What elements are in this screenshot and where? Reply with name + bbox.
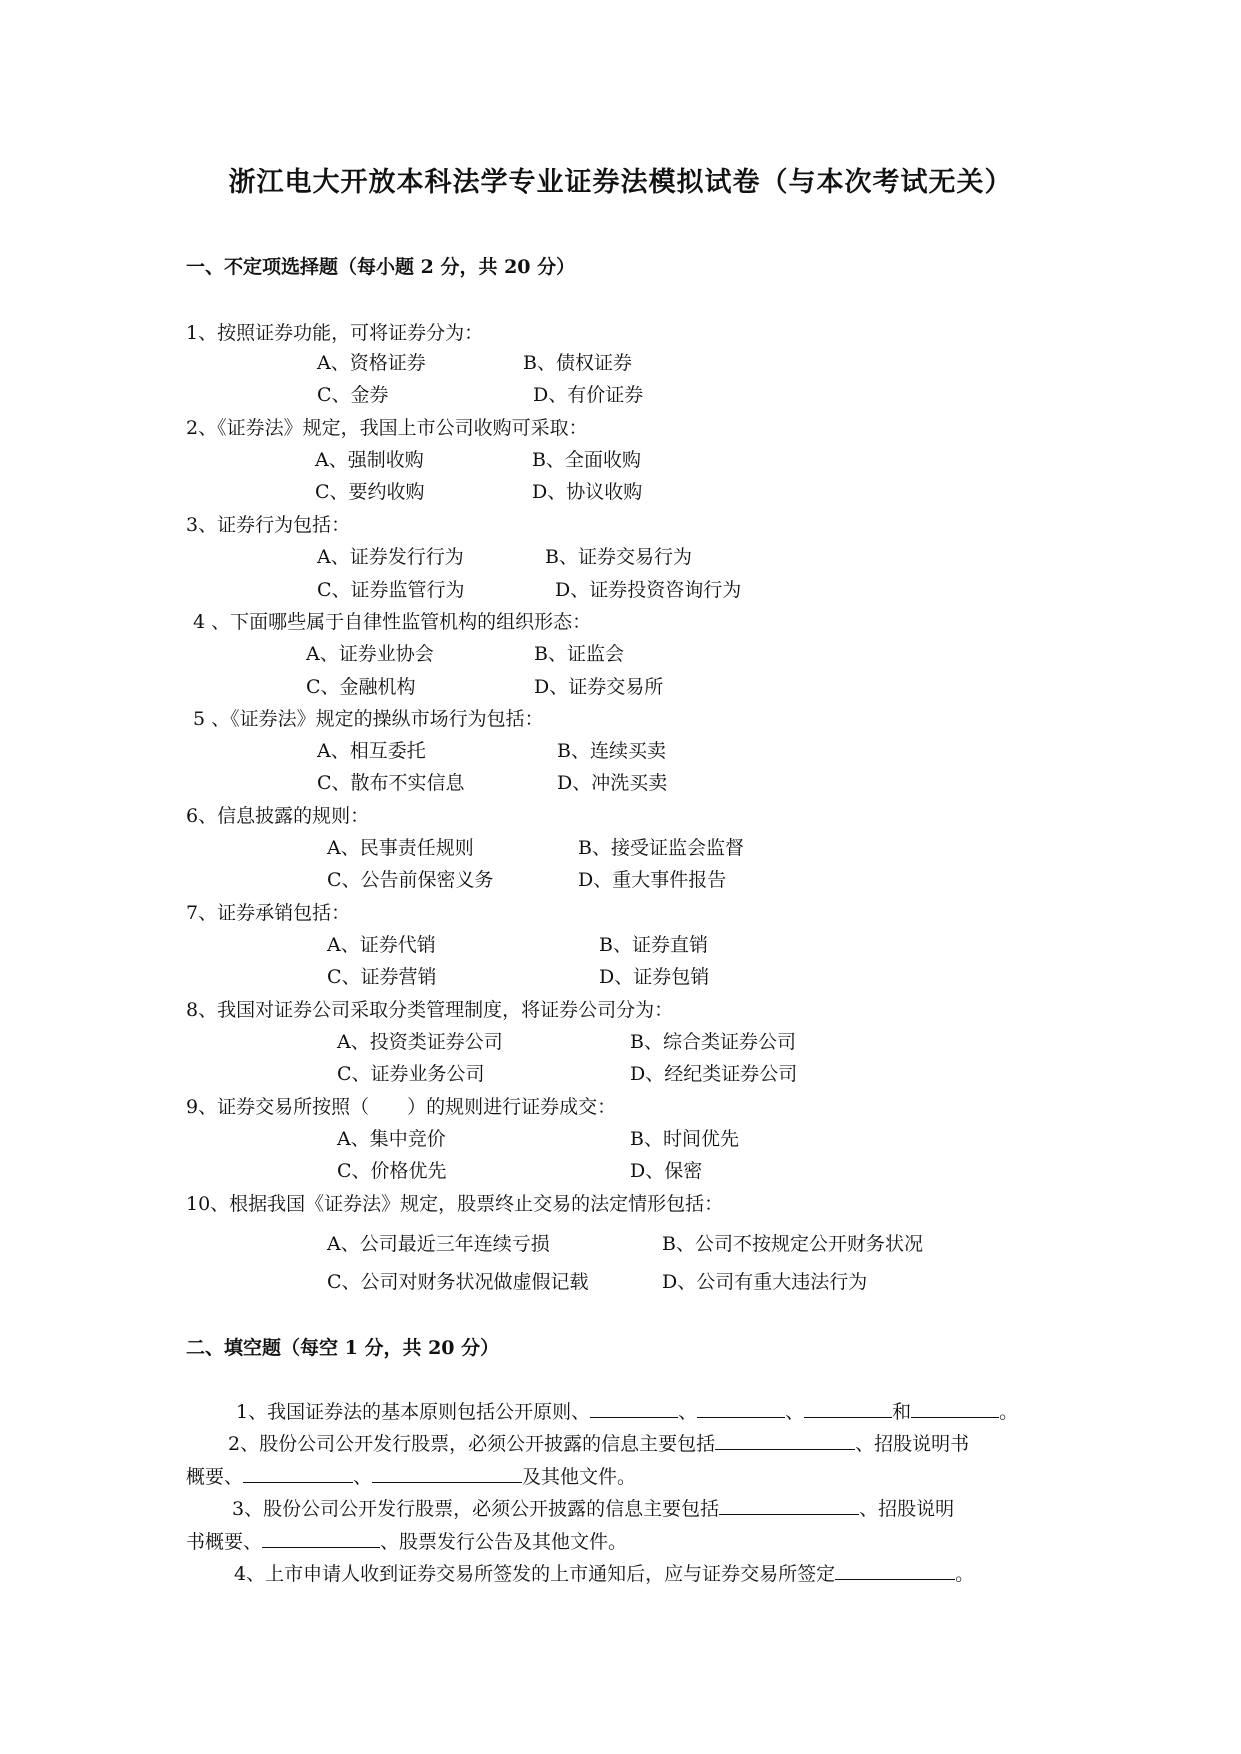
fill-2-text-b: 、招股说明书 [855,1433,970,1455]
option-1c: C、金券 [317,384,389,406]
exam-title: 浙江电大开放本科法学专业证券法模拟试卷（与本次考试无关） [228,167,1013,198]
fill-3-text-c: 书概要、 [186,1531,263,1553]
fill-question-4 [234,1559,974,1586]
option-6b: B、接受证监会监督 [578,837,744,859]
fill-1-text-e: 。 [999,1401,1019,1423]
option-5d: D、冲洗买卖 [557,772,668,794]
option-4b: B、证监会 [534,643,624,665]
option-3c: C、证券监管行为 [317,579,465,601]
fill-2-blank-3[interactable] [372,1465,522,1483]
option-5b: B、连续买卖 [557,740,666,762]
fill-3-blank-1[interactable] [719,1497,859,1515]
question-2: 2、《证券法》规定，我国上市公司收购可采取： [186,417,588,439]
fill-2-blank-1[interactable] [715,1432,855,1450]
question-1: 1、按照证券功能，可将证券分为： [186,322,484,344]
question-6: 6、信息披露的规则： [186,805,370,827]
fill-3-text-d: 、股票发行公告及其他文件。 [380,1531,628,1553]
option-9b: B、时间优先 [630,1128,739,1150]
question-8: 8、我国对证券公司采取分类管理制度，将证券公司分为： [186,999,674,1021]
fill-4-text-b: 。 [955,1563,975,1585]
option-2a: A、强制收购 [315,449,424,471]
option-1a: A、资格证券 [317,352,426,374]
fill-3-text-b: 、招股说明 [859,1498,955,1520]
fill-3-text-a: 3、股份公司公开发行股票，必须公开披露的信息主要包括 [232,1498,720,1520]
fill-question-2-line-2 [186,1462,636,1489]
option-5c: C、散布不实信息 [317,772,465,794]
question-4: 4 、下面哪些属于自律性监管机构的组织形态： [193,611,592,633]
fill-1-blank-3[interactable] [804,1400,892,1418]
option-8d: D、经纪类证券公司 [630,1063,798,1085]
option-10b: B、公司不按规定公开财务状况 [662,1233,923,1255]
fill-1-text-d: 和 [892,1401,912,1423]
fill-2-blank-2[interactable] [243,1465,353,1483]
option-10a: A、公司最近三年连续亏损 [327,1233,550,1255]
fill-2-text-a: 2、股份公司公开发行股票，必须公开披露的信息主要包括 [228,1433,716,1455]
option-2c: C、要约收购 [315,481,425,503]
option-8a: A、投资类证券公司 [337,1031,503,1053]
option-3b: B、证券交易行为 [545,546,692,568]
option-7b: B、证券直销 [599,934,708,956]
option-1b: B、债权证券 [523,352,632,374]
option-4a: A、证券业协会 [306,643,434,665]
option-4d: D、证券交易所 [534,676,664,698]
section-heading-choice: 一、不定项选择题（每小题 2 分，共 20 分） [186,256,576,278]
option-7a: A、证券代销 [327,934,436,956]
option-9c: C、价格优先 [337,1160,447,1182]
fill-2-text-d: 、 [353,1466,373,1488]
fill-question-1 [236,1397,1018,1424]
fill-1-blank-1[interactable] [590,1400,678,1418]
fill-question-2-line-1 [228,1429,969,1456]
option-3a: A、证券发行行为 [317,546,464,568]
fill-1-text-b: 、 [678,1401,698,1423]
question-7: 7、证券承销包括： [186,902,351,924]
fill-4-text-a: 4、上市申请人收到证券交易所签发的上市通知后，应与证券交易所签定 [234,1563,836,1585]
option-2d: D、协议收购 [532,481,643,503]
option-4c: C、金融机构 [306,676,416,698]
option-10d: D、公司有重大违法行为 [662,1271,868,1293]
fill-3-blank-2[interactable] [262,1530,380,1548]
question-10: 10、根据我国《证券法》规定，股票终止交易的法定情形包括： [186,1193,724,1215]
fill-question-3-line-1 [232,1494,954,1521]
option-9d: D、保密 [630,1160,703,1182]
option-7d: D、证券包销 [599,966,710,988]
option-6d: D、重大事件报告 [578,869,727,891]
option-8c: C、证券业务公司 [337,1063,485,1085]
question-3: 3、证券行为包括： [186,514,351,536]
fill-2-text-c: 概要、 [186,1466,244,1488]
option-6c: C、公告前保密义务 [327,869,494,891]
question-9: 9、证券交易所按照（ ）的规则进行证券成交： [186,1096,617,1118]
section-heading-fill: 二、填空题（每空 1 分，共 20 分） [186,1337,500,1359]
option-10c: C、公司对财务状况做虚假记载 [327,1271,589,1293]
fill-2-text-e: 及其他文件。 [522,1466,637,1488]
fill-1-blank-2[interactable] [697,1400,785,1418]
fill-1-blank-4[interactable] [911,1400,999,1418]
fill-4-blank-1[interactable] [835,1562,955,1580]
question-5: 5 、《证券法》规定的操纵市场行为包括： [193,708,544,730]
option-9a: A、集中竞价 [337,1128,446,1150]
option-2b: B、全面收购 [532,449,641,471]
option-5a: A、相互委托 [317,740,426,762]
option-6a: A、民事责任规则 [327,837,474,859]
fill-question-3-line-2 [186,1527,627,1554]
fill-1-text-a: 1、我国证券法的基本原则包括公开原则、 [236,1401,591,1423]
option-7c: C、证券营销 [327,966,437,988]
option-8b: B、综合类证券公司 [630,1031,796,1053]
fill-1-text-c: 、 [785,1401,805,1423]
option-1d: D、有价证券 [533,384,644,406]
option-3d: D、证券投资咨询行为 [555,579,742,601]
